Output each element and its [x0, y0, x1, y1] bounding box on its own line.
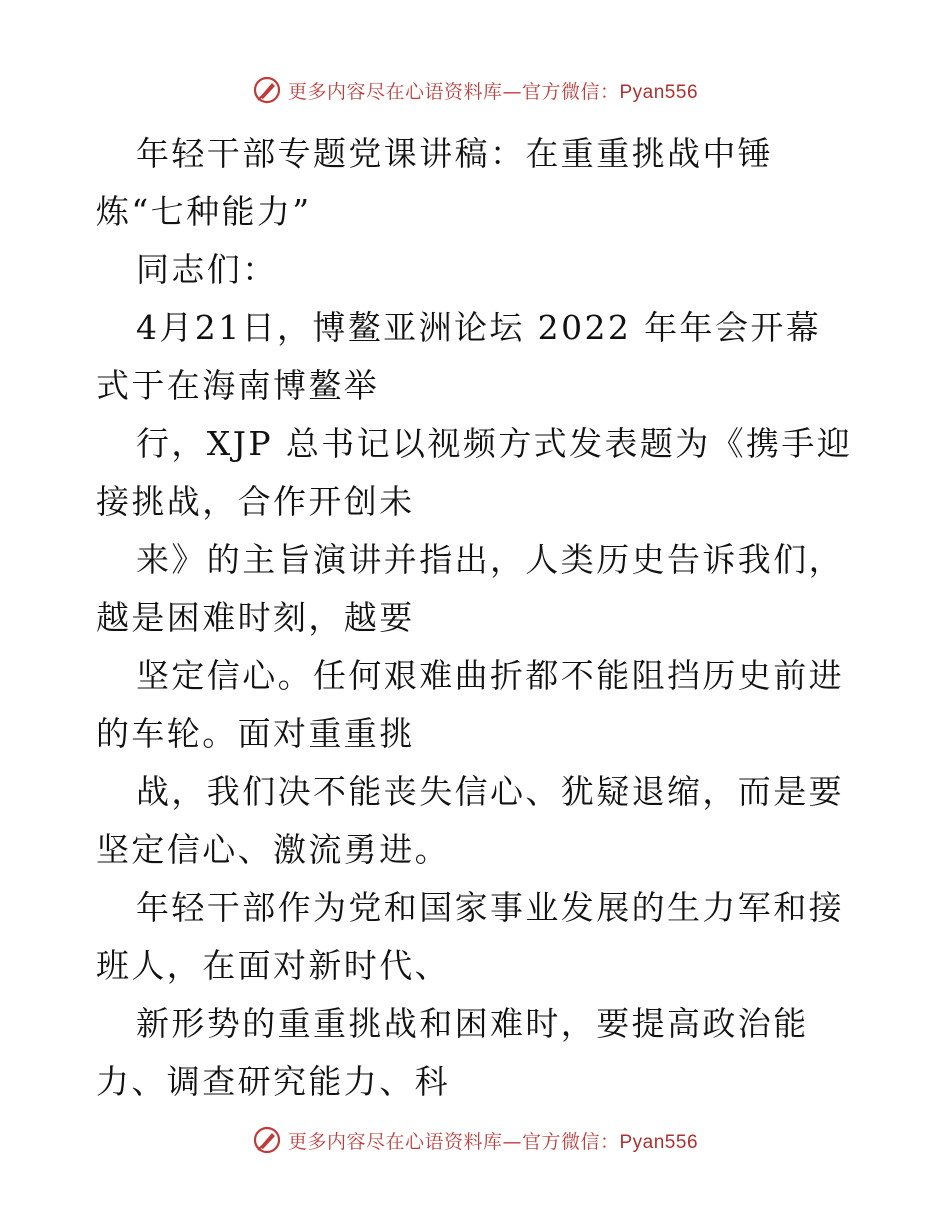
header-banner	[0, 70, 950, 110]
quill-pen-logo-icon	[252, 75, 282, 105]
footer-banner-id: Pyan556	[619, 1131, 699, 1153]
header-banner-text: 更多内容尽在心语资料库—官方微信：	[287, 80, 620, 103]
paragraph: 年轻干部作为党和国家事业发展的生力军和接班人，在面对新时代、	[96, 888, 844, 985]
paragraph: 坚定信心。任何艰难曲折都不能阻挡历史前进的车轮。面对重重挑	[96, 656, 844, 753]
paragraph: 新形势的重重挑战和困难时，要提高政治能力、调查研究能力、科	[96, 1004, 809, 1101]
header-banner-id: Pyan556	[619, 81, 699, 103]
paragraph: 行，XJP 总书记以视频方式发表题为《携手迎接挑战，合作开创未	[96, 424, 853, 521]
greeting: 同志们：	[136, 250, 278, 289]
paragraph: 4月21日，博鳌亚洲论坛 2022 年年会开幕式于在海南博鳌举	[96, 308, 822, 405]
document-body	[96, 125, 856, 1111]
quill-pen-logo-icon	[252, 1125, 282, 1155]
paragraph: 战，我们决不能丧失信心、犹疑退缩，而是要坚定信心、激流勇进。	[96, 772, 844, 869]
footer-banner	[0, 1120, 950, 1160]
document-title: 年轻干部专题党课讲稿：在重重挑战中锤炼“七种能力”	[96, 134, 774, 231]
footer-banner-text: 更多内容尽在心语资料库—官方微信：	[287, 1130, 620, 1153]
paragraph: 来》的主旨演讲并指出，人类历史告诉我们，越是困难时刻，越要	[96, 540, 844, 637]
